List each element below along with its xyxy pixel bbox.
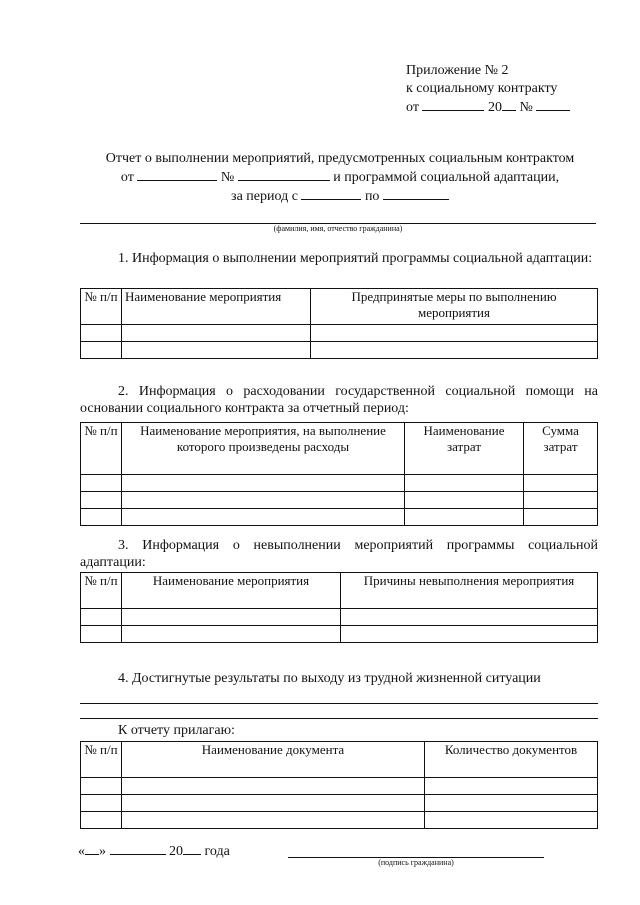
section-1-table [80, 288, 598, 359]
footer-date: « » 20 года [78, 844, 230, 859]
s1-header-measures: Предпринятые меры по выполнению мероприятия [311, 289, 598, 325]
table-row [81, 492, 598, 509]
signature-line [288, 857, 544, 867]
s3-header-reasons: Причины невыполнения мероприятия [341, 573, 598, 609]
annex-date-line: от 20 № [406, 98, 570, 117]
title-line-3: за период с по [70, 187, 610, 206]
table-row [81, 475, 598, 492]
att-header-count: Количество документов [425, 742, 598, 778]
s1-header-name: Наименование мероприятия [122, 289, 311, 325]
title-line-1: Отчет о выполнении мероприятий, предусмотренных социальным контрактом [105, 151, 575, 166]
page-number-fragment [312, 0, 324, 6]
table-row [81, 626, 598, 643]
citizen-name-line [80, 223, 596, 233]
section-4-heading: 4. Достигнутые результаты по выходу из трудной жизненной ситуации [118, 671, 541, 686]
section-2-heading: 2. Информация о расходовании государственной социальной помощи на основании социального контракта за отчетный период: [80, 384, 598, 416]
s2-header-cost-name: Наименование затрат [405, 423, 524, 475]
att-header-doc: Наименование документа [122, 742, 425, 778]
table-row [81, 509, 598, 526]
table-row [81, 325, 598, 342]
section-3-heading: 3. Информация о невыполнении мероприятий программы социальной адаптации: [80, 538, 598, 570]
title-line-2: от № и программой социальной адаптации, [120, 170, 560, 185]
annex-title: Приложение № 2 [406, 63, 509, 78]
table-row [81, 812, 598, 829]
table-row [81, 609, 598, 626]
s2-header-cost-sum: Сумма затрат [524, 423, 598, 475]
table-row [81, 778, 598, 795]
att-header-num: № п/п [81, 742, 122, 778]
report-title [70, 150, 610, 206]
s3-header-num: № п/п [81, 573, 122, 609]
results-line-2 [80, 718, 598, 719]
s3-header-name: Наименование мероприятия [122, 573, 341, 609]
table-row [81, 795, 598, 812]
signature-caption: (подпись гражданина) [378, 858, 454, 867]
annex-subtitle: к социальному контракту [406, 81, 558, 96]
attachments-table [80, 741, 598, 829]
s2-header-num: № п/п [81, 423, 122, 475]
attachments-heading: К отчету прилагаю: [118, 723, 235, 738]
results-line-1 [80, 703, 598, 704]
s2-header-name: Наименование мероприятия, на выполнение которого произведены расходы [122, 423, 405, 475]
section-2-table [80, 422, 598, 526]
s1-header-num: № п/п [81, 289, 122, 325]
section-3-table [80, 572, 598, 643]
citizen-name-caption: (фамилия, имя, отчество гражданина) [273, 224, 403, 233]
section-1-heading: 1. Информация о выполнении мероприятий программы социальной адаптации: [118, 251, 593, 266]
annex-block [406, 62, 570, 117]
table-row [81, 342, 598, 359]
